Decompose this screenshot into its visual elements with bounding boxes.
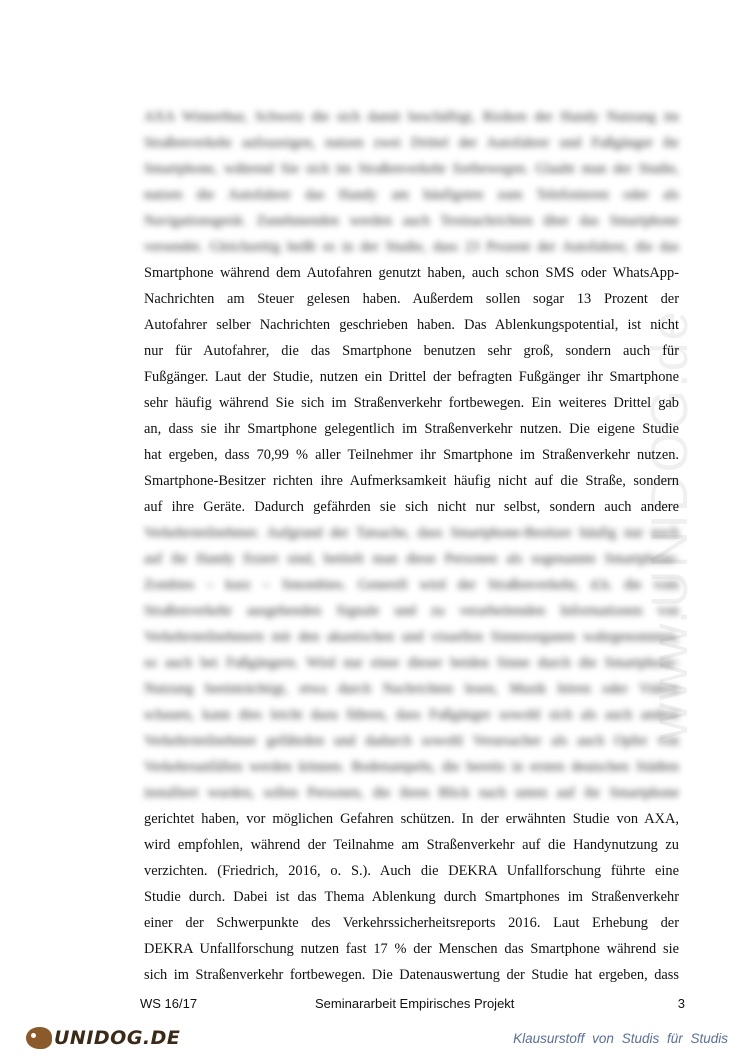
text-line-blurred: Smartphone, während Sie sich im Straßenverkehr fortbewegen. Glaubt man der Studie, (144, 161, 679, 177)
text-line: hat ergeben, dass 70,99 % aller Teilnehmer ihr Smartphone im Straßenverkehr nutzen. (144, 447, 679, 463)
footer-semester: WS 16/17 (140, 996, 198, 1011)
text-line: wird empfohlen, während der Teilnahme am Straßenverkehr auf die Handynutzung zu (144, 837, 679, 853)
text-line-blurred: AXA Winterthur, Schweiz die sich damit beschäftigt, Risiken der Handy Nutzung im (144, 109, 679, 125)
text-line-blurred: auf ihr Handy fixiert sind, betitelt man diese Personen als sogenannte Smartphone- (144, 551, 679, 567)
text-line-blurred: Straßenverkehr ausgehenden Signale und zu verarbeitenden Informationen von (144, 603, 679, 619)
text-line: einer der Schwerpunkte des Verkehrssicherheitsreports 2016. Laut Erhebung der (144, 915, 679, 931)
text-line: auf ihre Geräte. Dadurch gefährden sie sich nicht nur selbst, sondern auch andere (144, 499, 679, 515)
text-line-blurred: Nutzung beeinträchtigt, etwa durch Nachrichten lesen, Musik hören oder Videos (144, 681, 679, 697)
text-line-blurred: Zombies – kurz – Smombies. Generell wird der Straßenverkehr, d.h. die vom (144, 577, 679, 593)
text-line-blurred: Verkehrsteilnehmern mit den akustischen und visuellen Sinnesorganen wahrgenommen, (144, 629, 679, 645)
text-line-blurred: Verkehrsteilnehmer. Aufgrund der Tatsache, dass Smartphone-Besitzer häufig nur noch (144, 525, 679, 541)
text-line-blurred: so auch bei Fußgängern. Wird nur einer dieser beiden Sinne durch die Smartphone- (144, 655, 679, 671)
text-line-blurred: installiert wurden, sollen Personen, die ihren Blick nach unten auf ihr Smartphone (144, 785, 679, 801)
text-line: verzichten. (Friedrich, 2016, o. S.). Auch die DEKRA Unfallforschung führte eine (144, 863, 679, 879)
text-line: Smartphone-Besitzer richten ihre Aufmerksamkeit häufig nicht auf die Straße, sondern (144, 473, 679, 489)
text-line-blurred: Verkehrsunfällen werden können. Bodenampeln, die bereits in ersten deutschen Städten (144, 759, 679, 775)
text-line: sich im Straßenverkehr fortbewegen. Die Datenauswertung der Studie hat ergeben, dass (144, 967, 679, 983)
dog-mascot-icon (26, 1027, 52, 1049)
text-line-blurred: schauen, kann dies leicht dazu führen, dass Fußgänger sowohl sich als auch andere (144, 707, 679, 723)
text-line-blurred: nutzen die Autofahrer das Handy am häufigsten zum Telefonieren oder als (144, 187, 679, 203)
logo-text: UNIDOG.DE (54, 1027, 181, 1049)
text-line: Studie durch. Dabei ist das Thema Ablenkung durch Smartphones im Straßenverkehr (144, 889, 679, 905)
footer-page-number: 3 (677, 996, 685, 1011)
tagline: Klausurstoff von Studis für Studis (513, 1031, 728, 1046)
text-line-blurred: Navigationsgerät. Zunehmenden werden auch Textnachrichten über das Smartphone (144, 213, 679, 229)
text-line: Smartphone während dem Autofahren genutzt haben, auch schon SMS oder WhatsApp- (144, 265, 679, 281)
unidog-logo[interactable] (26, 1026, 180, 1050)
footer-title: Seminararbeit Empirisches Projekt (315, 996, 515, 1011)
text-line-blurred: versendet. Gleichzeitig heißt es in der Studie, dass 23 Prozent der Autofahrer, die das (144, 239, 679, 255)
body-text (144, 104, 679, 988)
text-line: DEKRA Unfallforschung nutzen fast 17 % der Menschen das Smartphone während sie (144, 941, 679, 957)
text-line: nur für Autofahrer, die das Smartphone benutzen sehr groß, sondern auch für (144, 343, 679, 359)
text-line: Nachrichten am Steuer gelesen haben. Außerdem sollen sogar 13 Prozent der (144, 291, 679, 307)
text-line: an, dass sie ihr Smartphone gelegentlich im Straßenverkehr nutzen. Die eigene Studie (144, 421, 679, 437)
watermark: www.UNIDOG.de (641, 309, 699, 740)
text-line: sehr häufig während Sie sich im Straßenverkehr fortbewegen. Ein weiteres Drittel gab (144, 395, 679, 411)
text-line-blurred: Verkehrsteilnehmer gefährden und dadurch sowohl Verursacher als auch Opfer von (144, 733, 679, 749)
text-line: gerichtet haben, vor möglichen Gefahren schützen. In der erwähnten Studie von AXA, (144, 811, 679, 827)
text-line-blurred: Straßenverkehr aufzuzeigen, nutzen zwei Drittel der Autofahrer und Fußgänger ihr (144, 135, 679, 151)
text-line: Fußgänger. Laut der Studie, nutzen ein Drittel der befragten Fußgänger ihr Smartphone (144, 369, 679, 385)
text-line: Autofahrer selber Nachrichten geschrieben haben. Das Ablenkungspotential, ist nicht (144, 317, 679, 333)
